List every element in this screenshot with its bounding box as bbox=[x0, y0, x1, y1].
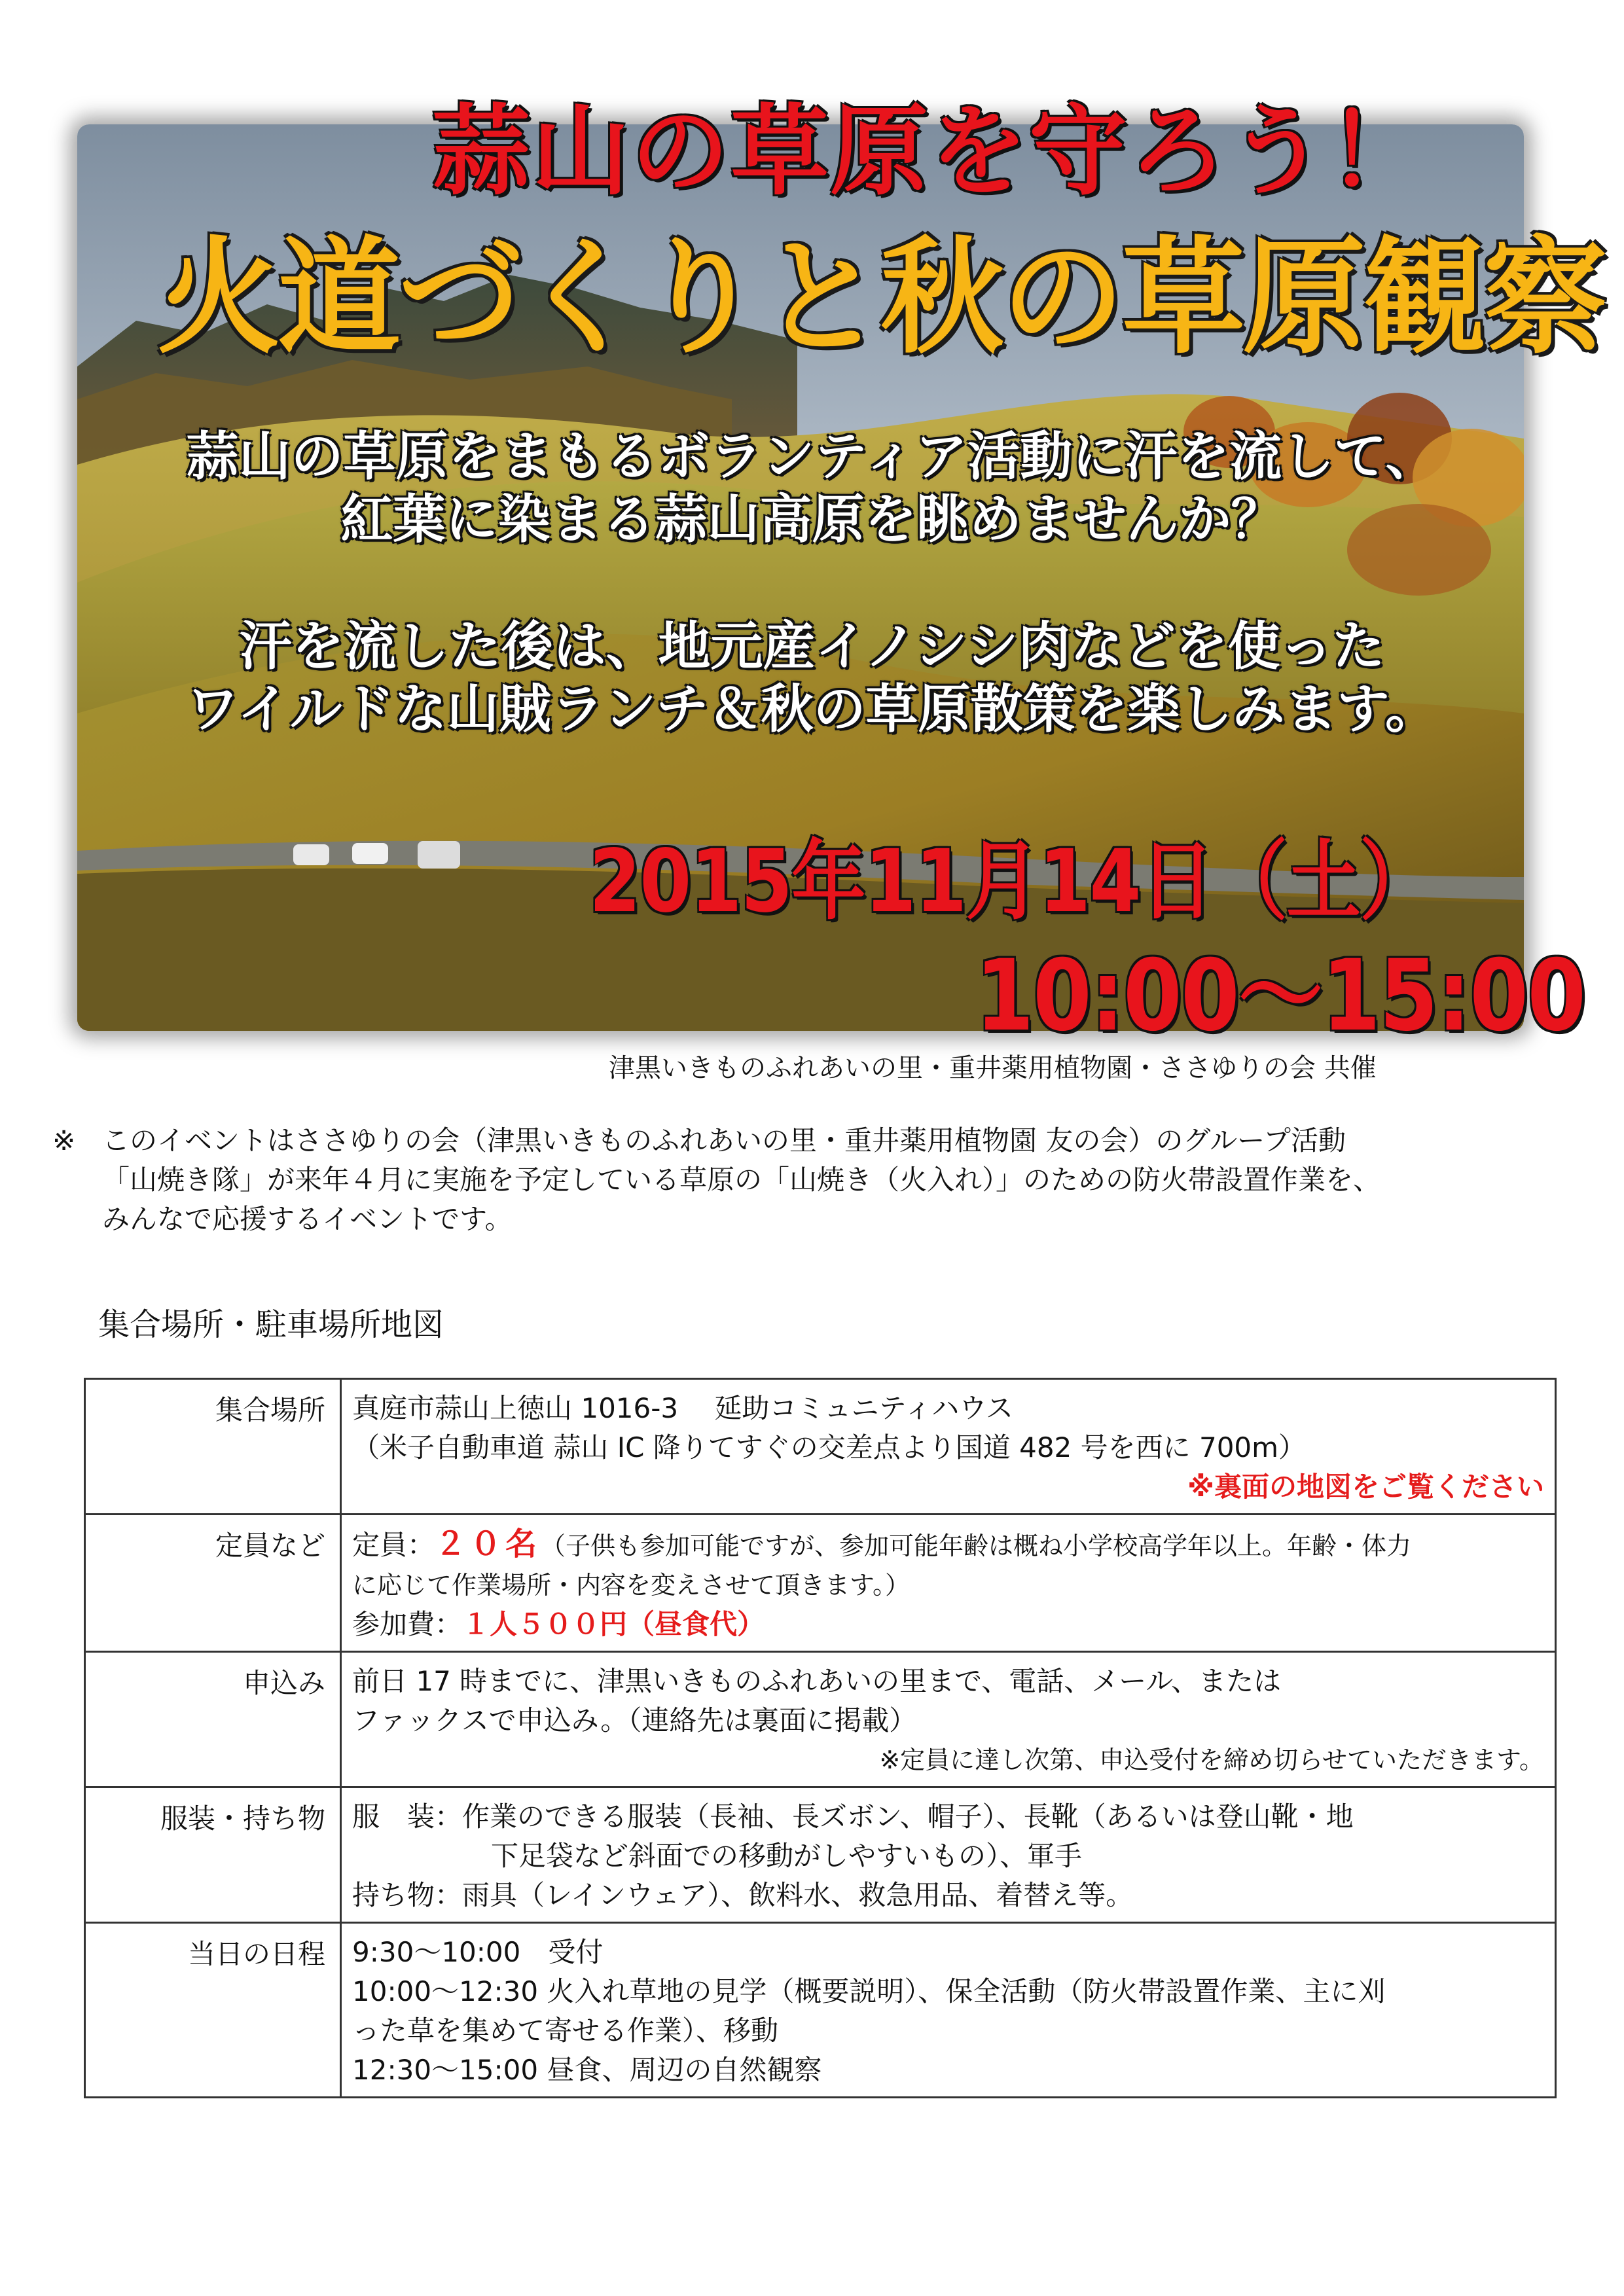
capacity-content bbox=[341, 1515, 1556, 1652]
fee-value: １人５００円（昼食代） bbox=[462, 1608, 765, 1640]
notice-line-3: みんなで応援するイベントです。 bbox=[102, 1203, 513, 1235]
table-row-capacity bbox=[85, 1515, 1556, 1652]
schedule-label: 当日の日程 bbox=[85, 1923, 341, 2098]
meeting-label: 集合場所 bbox=[85, 1379, 341, 1515]
table-row-clothing bbox=[85, 1787, 1556, 1923]
schedule-content bbox=[341, 1923, 1556, 2098]
fee-prefix: 参加費： bbox=[352, 1608, 463, 1640]
items-prefix: 持ち物： bbox=[352, 1879, 463, 1911]
clothes-prefix: 服 装： bbox=[352, 1801, 463, 1833]
items-list: 雨具（レインウェア）、飲料水、救急用品、着替え等。 bbox=[462, 1879, 1134, 1911]
table-row-meeting bbox=[85, 1379, 1556, 1515]
schedule-line-4: 12:30〜15:00 昼食、周辺の自然観察 bbox=[352, 2054, 822, 2086]
table-row-schedule bbox=[85, 1923, 1556, 2098]
lead-line-2: 紅葉に染まる蒜山高原を眺めませんか？ bbox=[340, 489, 1284, 550]
table-row-apply bbox=[85, 1652, 1556, 1787]
notice-line-2: 「山焼き隊」が来年４月に実施を予定している草原の「山焼き（火入れ）」のための防火帯設置作業を、 bbox=[102, 1164, 1381, 1196]
capacity-value: ２０名 bbox=[435, 1526, 541, 1562]
capacity-note-2: に応じて作業場所・内容を変えさせて頂きます。） bbox=[352, 1571, 910, 1600]
event-notice bbox=[52, 1121, 1545, 1239]
capacity-label: 定員など bbox=[85, 1515, 341, 1652]
meeting-content bbox=[341, 1379, 1556, 1515]
meeting-map-note: ※裏面の地図をご覧ください bbox=[1187, 1471, 1544, 1503]
clothes-line-2: 下足袋など斜面での移動がしやすいもの）、軍手 bbox=[491, 1840, 1083, 1872]
apply-label: 申込み bbox=[85, 1652, 341, 1787]
clothing-label: 服装・持ち物 bbox=[85, 1787, 341, 1923]
event-title-sub: 火道づくりと秋の草原観察 bbox=[157, 225, 1604, 371]
event-info-table bbox=[84, 1378, 1557, 2098]
schedule-line-2: 10:00〜12:30 火入れ草地の見学（概要説明）、保全活動（防火帯設置作業、主に刈 bbox=[352, 1975, 1386, 2007]
apply-note: ※定員に達し次第、申込受付を締め切らせていただきます。 bbox=[879, 1746, 1544, 1774]
apply-content bbox=[341, 1652, 1556, 1787]
notice-mark: ※ bbox=[52, 1124, 76, 1157]
clothes-line-1: 作業のできる服装（長袖、長ズボン、帽子）、長靴（あるいは登山靴・地 bbox=[462, 1801, 1354, 1833]
capacity-note-1: （子供も参加可能ですが、参加可能年齢は概ね小学校高学年以上。年齢・体力 bbox=[541, 1532, 1412, 1560]
apply-line-1: 前日 17 時までに、津黒いきものふれあいの里まで、電話、メール、または bbox=[352, 1665, 1282, 1697]
event-time: 10:00〜15:00 bbox=[975, 939, 1585, 1053]
schedule-line-3: った草を集めて寄せる作業）、移動 bbox=[352, 2015, 779, 2047]
schedule-line-1: 9:30〜10:00 受付 bbox=[352, 1936, 604, 1968]
meeting-directions: （米子自動車道 蒜山 IC 降りてすぐの交差点より国道 482 号を西に 700m） bbox=[352, 1431, 1307, 1463]
meeting-address: 真庭市蒜山上徳山 1016-3 延助コミュニティハウス bbox=[352, 1392, 1014, 1424]
map-heading: 集合場所・駐車場所地図 bbox=[98, 1306, 444, 1343]
cohost-credit: 津黒いきものふれあいの里・重井薬用植物園・ささゆりの会 共催 bbox=[609, 1053, 1377, 1083]
capacity-prefix: 定員： bbox=[352, 1529, 435, 1561]
clothing-content bbox=[341, 1787, 1556, 1923]
lead-line-3: 汗を流した後は、地元産イノシシ肉などを使った bbox=[239, 616, 1385, 677]
lead-line-1: 蒜山の草原をまもるボランティア活動に汗を流して、 bbox=[186, 426, 1438, 487]
event-title-main: 蒜山の草原を守ろう！ bbox=[432, 95, 1428, 209]
lead-line-4: ワイルドな山賊ランチ＆秋の草原散策を楽しみます。 bbox=[186, 679, 1438, 740]
event-date: 2015年11月14日（土） bbox=[589, 831, 1433, 932]
notice-line-1: このイベントはささゆりの会（津黒いきものふれあいの里・重井薬用植物園 友の会）のグループ活動 bbox=[102, 1124, 1346, 1157]
apply-line-2: ファックスで申込み。（連絡先は裏面に掲載） bbox=[352, 1704, 917, 1736]
